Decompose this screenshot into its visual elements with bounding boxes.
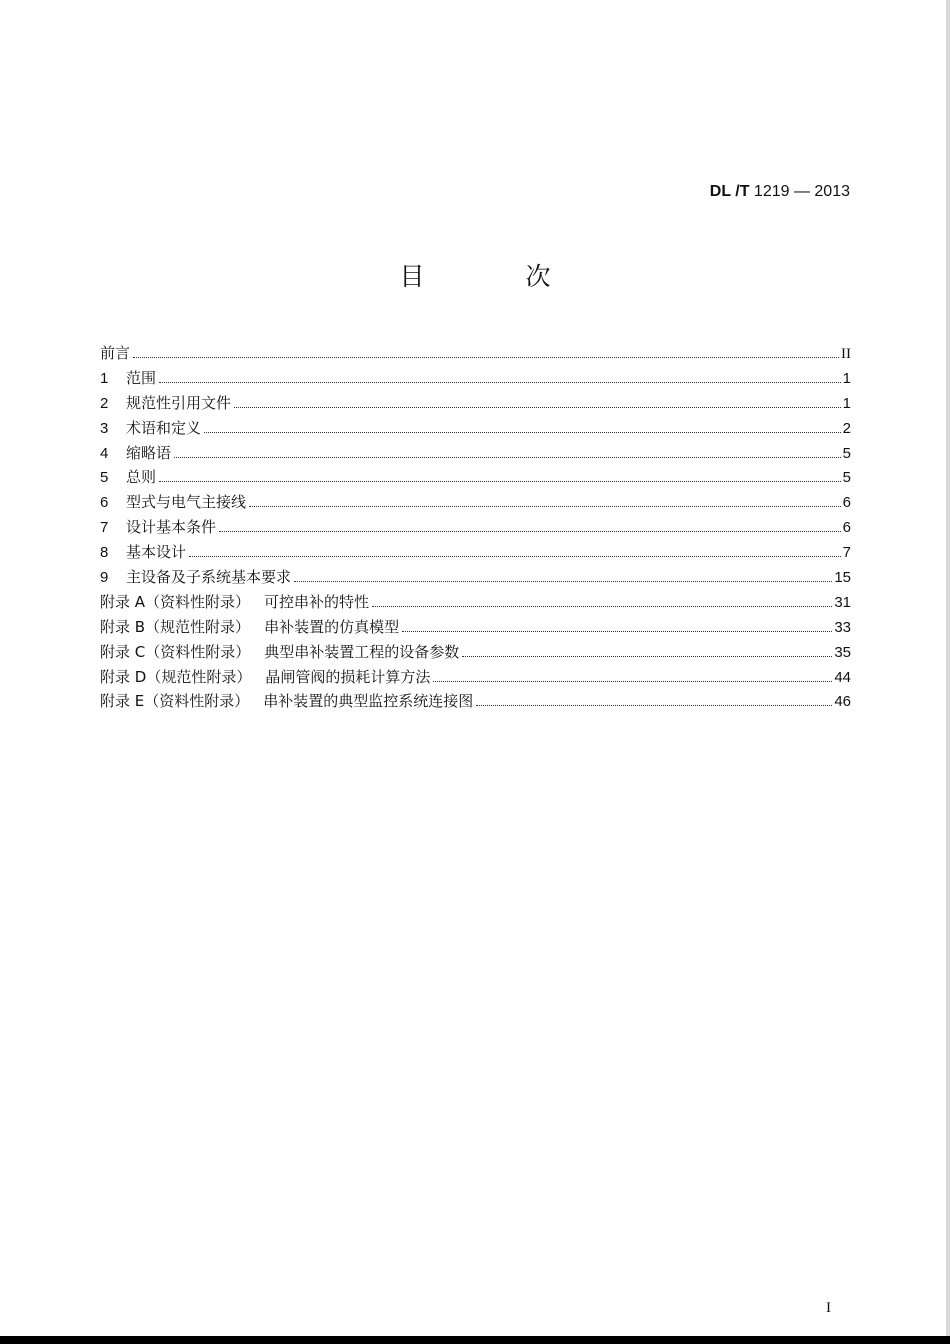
toc-entry-number: 5 [100, 469, 109, 487]
toc-appendix-label: 附录 E（资料性附录） [100, 692, 250, 711]
toc-entry-foreword[interactable] [100, 341, 851, 366]
toc-entry-page: 15 [834, 569, 851, 587]
toc-entry-page: 7 [842, 544, 851, 562]
toc-entry-2[interactable] [100, 391, 851, 416]
toc-entry-7[interactable] [100, 515, 851, 540]
toc-leader-dots [189, 556, 841, 557]
toc-leader-dots [462, 656, 832, 657]
toc-leader-dots [234, 407, 841, 408]
toc-leader-dots [174, 457, 841, 458]
toc-title: 目 次 [399, 262, 589, 291]
toc-entry-page: 46 [834, 693, 851, 711]
toc-entry-number: 9 [100, 569, 109, 587]
toc-appendix-b[interactable] [100, 615, 851, 640]
toc-appendix-d[interactable] [100, 665, 851, 690]
toc-appendix-title: 串补装置的仿真模型 [264, 617, 400, 636]
toc-appendix-title: 典型串补装置工程的设备参数 [264, 642, 460, 661]
toc-appendix-label: 附录 B（规范性附录） [100, 617, 251, 636]
toc-entry-page: 5 [842, 444, 851, 462]
toc-entry-1[interactable] [100, 366, 851, 391]
toc-entry-number: 4 [100, 444, 109, 462]
toc-entry-page: 2 [842, 419, 851, 437]
toc-appendix-title: 串补装置的典型监控系统连接图 [263, 692, 474, 711]
toc-entry-number: 3 [100, 419, 109, 437]
toc-entry-page: II [841, 346, 851, 362]
page-number: I [826, 1300, 831, 1316]
toc-entry-page: 5 [842, 469, 851, 487]
standard-code: 1219 — 2013 [753, 183, 850, 200]
standard-org: DL /T [709, 183, 750, 200]
toc-entry-3[interactable] [100, 416, 851, 441]
toc-entry-title: 前言 [100, 344, 131, 362]
toc-entry-6[interactable] [100, 490, 851, 515]
toc-entry-title: 术语和定义 [126, 418, 202, 437]
toc-appendix-title: 晶闸管阀的损耗计算方法 [265, 667, 431, 686]
toc-entry-page: 6 [842, 519, 851, 537]
toc-leader-dots [476, 705, 832, 706]
toc-entry-page: 1 [842, 394, 851, 412]
toc-entry-page: 33 [834, 618, 851, 636]
toc-entry-page: 1 [842, 369, 851, 387]
toc-entry-number: 6 [100, 494, 109, 512]
toc-leader-dots [372, 606, 832, 607]
toc-appendix-title: 可控串补的特性 [264, 592, 370, 611]
toc-leader-dots [402, 631, 832, 632]
toc-entry-page: 6 [842, 494, 851, 512]
toc-entry-number: 8 [100, 544, 109, 562]
toc-entry-number: 7 [100, 519, 109, 537]
toc-entry-title: 规范性引用文件 [126, 393, 232, 412]
page-edge-bottom [0, 1336, 950, 1344]
standard-number [710, 181, 850, 203]
toc-leader-dots [159, 382, 841, 383]
toc-leader-dots [219, 531, 841, 532]
toc-entry-5[interactable] [100, 465, 851, 490]
toc-entry-title: 范围 [126, 368, 157, 387]
toc-appendix-c[interactable] [100, 640, 851, 665]
toc-entry-title: 主设备及子系统基本要求 [126, 568, 292, 587]
toc-entry-title: 型式与电气主接线 [126, 493, 247, 512]
toc-entry-title: 缩略语 [126, 443, 172, 462]
toc-entry-4[interactable] [100, 441, 851, 466]
toc-entry-title: 总则 [126, 468, 157, 487]
page-edge-right [946, 0, 950, 1344]
toc-leader-dots [433, 681, 832, 682]
toc-leader-dots [133, 357, 839, 358]
toc-entry-page: 35 [834, 643, 851, 661]
toc-entry-page: 44 [834, 668, 851, 686]
toc-appendix-a[interactable] [100, 590, 851, 615]
toc-leader-dots [204, 432, 841, 433]
toc-leader-dots [249, 506, 841, 507]
toc-entry-9[interactable] [100, 565, 851, 590]
toc-entry-8[interactable] [100, 540, 851, 565]
toc-entry-number: 2 [100, 394, 109, 412]
toc-appendix-label: 附录 A（资料性附录） [100, 592, 251, 611]
toc-appendix-label: 附录 C（资料性附录） [100, 642, 251, 661]
table-of-contents [100, 341, 851, 714]
toc-leader-dots [159, 481, 841, 482]
toc-appendix-label: 附录 D（规范性附录） [100, 667, 252, 686]
toc-appendix-e[interactable] [100, 689, 851, 714]
toc-entry-number: 1 [100, 369, 109, 387]
toc-entry-title: 设计基本条件 [126, 518, 217, 537]
toc-entry-page: 31 [834, 593, 851, 611]
toc-leader-dots [294, 581, 832, 582]
toc-entry-title: 基本设计 [126, 543, 187, 562]
